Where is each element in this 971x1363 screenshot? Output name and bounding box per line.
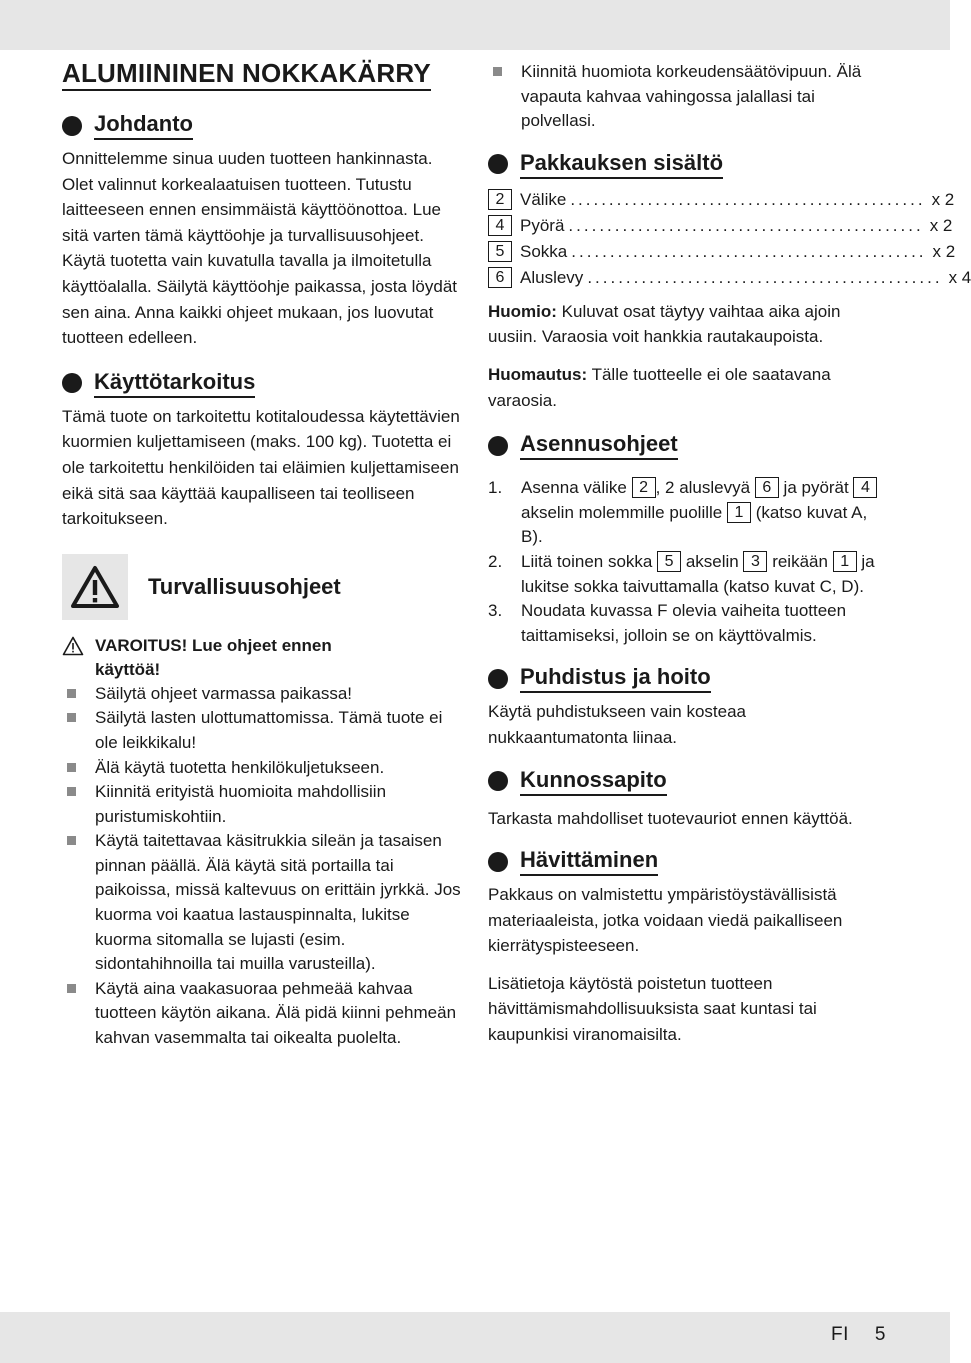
part-number: 1 (727, 502, 751, 523)
part-number: 4 (488, 215, 512, 236)
section-heading-cleaning (488, 664, 888, 693)
note-label: Huomautus: (488, 364, 588, 384)
part-number: 2 (632, 477, 656, 498)
warning-text-line1: VAROITUS! Lue ohjeet ennen (95, 635, 332, 655)
list-item (488, 476, 888, 550)
step-text: akselin molemmille puolille (521, 502, 727, 522)
list-item: Säilytä ohjeet varmassa paikassa! (62, 682, 462, 707)
step-text: reikään (767, 551, 833, 571)
part-number: 5 (657, 551, 681, 572)
disposal-text: Pakkaus on valmistettu ympäristöystävällisistä materiaaleista, jotka voidaan viedä paikalliseen kierrätyspisteeseen. (488, 885, 843, 956)
list-item: Kiinnitä huomiota korkeudensäätövipuun. Älä vapauta kahvaa vahingossa jalallasi tai polvellasi. (488, 60, 888, 134)
note-wear-parts (488, 299, 888, 350)
bullet-dot-icon (62, 373, 82, 393)
cleaning-heading: Puhdistus ja hoito (520, 664, 711, 693)
warning-text-line2: käyttöä! (95, 659, 161, 679)
small-warning-icon (62, 634, 95, 682)
language-code: FI (831, 1324, 849, 1345)
step-text: (katso kuvat A, B). (521, 502, 868, 547)
cleaning-text: Käytä puhdistukseen vain kosteaa nukkaantumatonta liinaa. (488, 702, 747, 747)
section-heading-intro (62, 111, 462, 140)
step-text: ja lukitse sokka taivuttamalla (katso kuvat C, D). (521, 551, 875, 596)
note-text: Kuluvat osat täytyy vaihtaa aika ajoin uusiin. Varaosia voit hankkia rautakaupoista. (488, 301, 841, 347)
step-number: 3. (488, 601, 503, 621)
part-name: Aluslevy (520, 267, 584, 287)
leader-dots: .............................................. (570, 189, 926, 209)
disposal-text: Lisätietoja käytöstä poistetun tuotteen hävittämismahdollisuuksista saat kuntasi tai kaupunkisi viranomaisilta. (488, 973, 817, 1045)
part-quantity: x 4 (948, 267, 971, 287)
assembly-steps (488, 476, 888, 648)
bullet-dot-icon (488, 669, 508, 689)
disposal-heading: Hävittäminen (520, 847, 658, 876)
part-row (488, 187, 955, 213)
part-number: 6 (488, 267, 512, 288)
step-text: Asenna välike (521, 478, 632, 498)
section-heading-assembly (488, 431, 888, 460)
parts-list (488, 187, 971, 291)
bullet-dot-icon (488, 154, 508, 174)
part-number: 2 (488, 189, 512, 210)
list-item: Kiinnitä erityistä huomioita mahdollisiin puristumiskohtiin. (62, 780, 462, 829)
maintenance-heading: Kunnossapito (520, 767, 667, 796)
part-row (488, 239, 956, 265)
step-text: ja pyörät (778, 478, 854, 498)
section-heading-maintenance (488, 767, 888, 796)
step-number: 1. (488, 478, 503, 498)
purpose-text: Tämä tuote on tarkoitettu kotitaloudessa käytettävien kuormien kuljettamiseen (maks. 100 kg). Tuotetta ei ole tarkoitettu henkilöiden tai eläimien kuljettamiseen eikä sitä saa käyttää kaupalliseen tai teolliseen tarkoitukseen. (62, 406, 460, 529)
note-text: Tälle tuotteelle ei ole saatavana varaosia. (488, 364, 831, 410)
part-number: 3 (743, 551, 767, 572)
purpose-heading: Käyttötarkoitus (94, 369, 255, 398)
list-item: Käytä aina vaakasuoraa pehmeää kahvaa tuotteen käytön aikana. Älä pidä kiinni pehmeän kahvan vasemmalta tai oikealta puolelta. (62, 977, 462, 1051)
part-quantity: x 2 (929, 215, 953, 235)
bullet-dot-icon (488, 771, 508, 791)
list-item (488, 599, 888, 648)
assembly-heading: Asennusohjeet (520, 431, 678, 460)
warning-triangle-icon (62, 554, 128, 620)
package-heading: Pakkauksen sisältö (520, 150, 723, 179)
header-band (0, 0, 950, 50)
bullet-dot-icon (62, 116, 82, 136)
note-spare-parts (488, 362, 888, 413)
bullet-dot-icon (488, 852, 508, 872)
safety-list-continued (488, 60, 888, 134)
part-row (488, 213, 953, 239)
part-name: Sokka (520, 241, 568, 261)
note-label: Huomio: (488, 301, 557, 321)
leader-dots: .............................................. (571, 241, 927, 261)
step-text: Noudata kuvassa F olevia vaiheita tuotteen taittamiseksi, jolloin se on käyttövalmis. (521, 601, 847, 645)
intro-text: Onnittelemme sinua uuden tuotteen hankinnasta. Olet valinnut korkealaatuisen tuotteen. Tutustu laitteeseen ennen ensimmäistä käyttöönottoa. Lue sitä varten tämä käyttöohje ja turvallisuusohjeet. Käytä tuotetta vain kuvatulla tavalla ja ilmoitetulla käyttöalalla. Säilytä käyttöohje paikassa, josta löydät sen aina. Anna kaikki ohjeet mukaan, jos luovutat tuotteen edelleen. (62, 149, 458, 348)
maintenance-text: Tarkasta mahdolliset tuotevauriot ennen käyttöä. (488, 808, 853, 828)
part-number: 4 (853, 477, 877, 498)
step-text: , 2 aluslevyä (655, 478, 755, 498)
list-item: Älä käytä tuotetta henkilökuljetukseen. (62, 756, 462, 781)
part-number: 1 (833, 551, 857, 572)
list-item (488, 550, 888, 599)
page-title: ALUMIININEN NOKKAKÄRRY (62, 58, 431, 91)
right-column (488, 60, 971, 1058)
intro-heading: Johdanto (94, 111, 193, 140)
bullet-dot-icon (488, 436, 508, 456)
step-text: Liitä toinen sokka (521, 551, 658, 571)
warning-notice (62, 634, 462, 682)
left-column (62, 56, 462, 1051)
section-heading-disposal (488, 847, 888, 876)
safety-list (62, 682, 462, 1051)
leader-dots: .............................................. (587, 267, 943, 287)
step-text: akselin (681, 551, 744, 571)
safety-heading: Turvallisuusohjeet (148, 573, 341, 599)
part-row (488, 265, 971, 291)
part-number: 6 (755, 477, 779, 498)
part-number: 5 (488, 241, 512, 262)
part-quantity: x 2 (931, 189, 955, 209)
section-heading-package (488, 150, 888, 179)
part-quantity: x 2 (932, 241, 956, 261)
part-name: Välike (520, 189, 567, 209)
part-name: Pyörä (520, 215, 565, 235)
footer-band (0, 1312, 950, 1363)
section-heading-purpose (62, 369, 462, 398)
page-number: 5 (874, 1324, 886, 1345)
leader-dots: .............................................. (568, 215, 924, 235)
list-item: Säilytä lasten ulottumattomissa. Tämä tuote ei ole leikkikalu! (62, 706, 462, 755)
list-item: Käytä taitettavaa käsitrukkia sileän ja tasaisen pinnan päällä. Älä käytä sitä portailla tai paikoissa, missä kaltevuus on erittäin jyrkkä. Jos kuorma voi kaatua lastauspinnalta, lukitse kuorma sitomalla se lujasti (esim. sidontahihnoilla tai muilla varusteilla). (62, 829, 462, 977)
section-heading-safety (62, 554, 462, 620)
step-number: 2. (488, 551, 503, 571)
page-footer (831, 1324, 886, 1346)
